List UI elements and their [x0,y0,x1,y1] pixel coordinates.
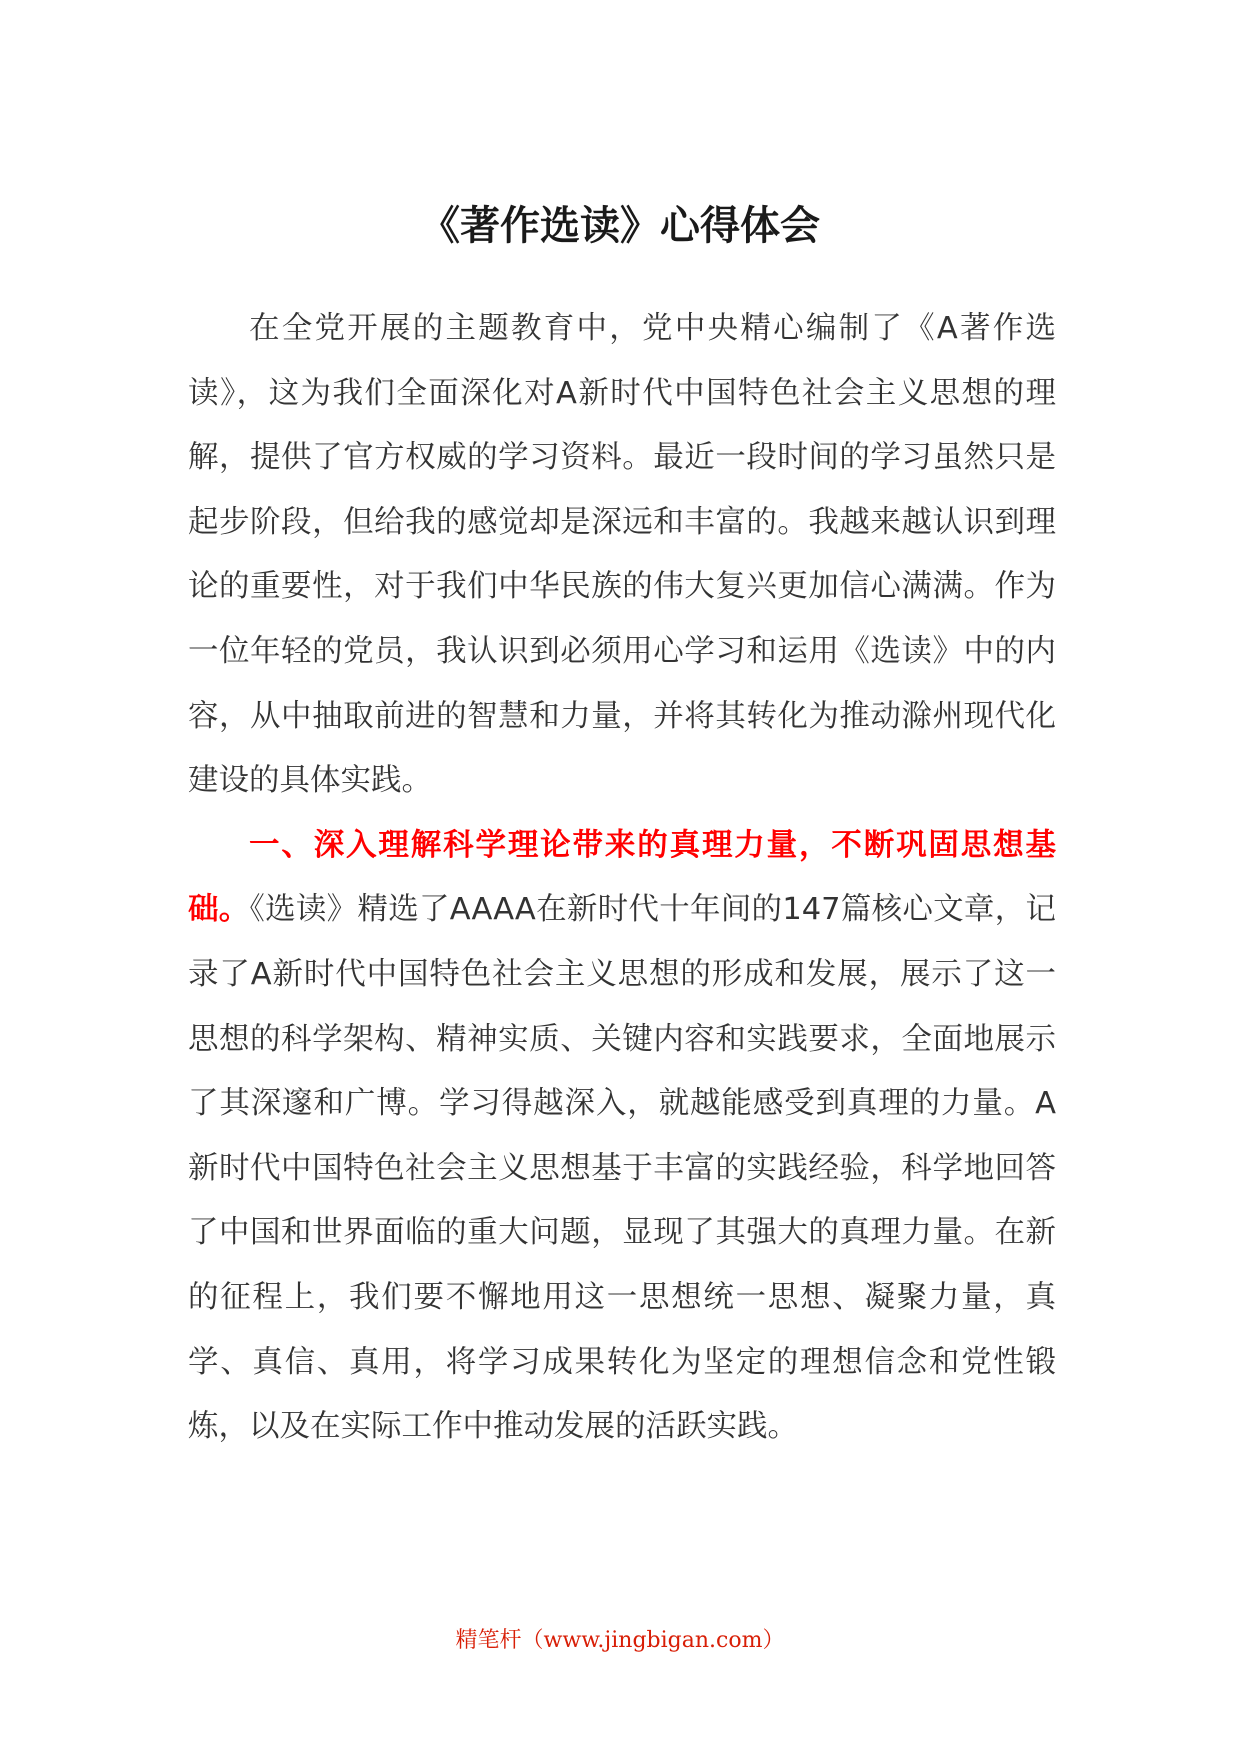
paragraph-intro-text: 在全党开展的主题教育中，党中央精心编制了《A著作选读》，这为我们全面深化对A新时代中国特色社会主义思想的理解，提供了官方权威的学习资料。最近一段时间的学习虽然只是起步阶段，但给我的感觉却是深远和丰富的。我越来越认识到理论的重要性，对于我们中华民族的伟大复兴更加信心满满。作为一位年轻的党员，我认识到必须用心学习和运用《选读》中的内容，从中抽取前进的智慧和力量，并将其转化为推动滁州现代化建设的具体实践。 [188,311,1056,799]
paragraph-section-1 [188,814,1056,1460]
footer-source-link[interactable]: 精笔杆（www.jingbigan.com） [455,1628,785,1653]
document-body [188,297,1056,1460]
paragraph-intro [188,297,1056,814]
section-1-heading: 一、深入理解科学理论带来的真理力量，不断巩固思想基础。 [188,827,1056,928]
section-1-text: 《选读》精选了AAAA在新时代十年间的147篇核心文章，记录了A新时代中国特色社会主义思想的形成和发展，展示了这一思想的科学架构、精神实质、关键内容和实践要求，全面地展示了其深邃和广博。学习得越深入，就越能感受到真理的力量。A新时代中国特色社会主义思想基于丰富的实践经验，科学地回答了中国和世界面临的重大问题，显现了其强大的真理力量。在新的征程上，我们要不懈地用这一思想统一思想、凝聚力量，真学、真信、真用，将学习成果转化为坚定的理想信念和党性锻炼，以及在实际工作中推动发展的活跃实践。 [188,892,1056,1445]
document-title: 《著作选读》心得体会 [420,203,820,249]
